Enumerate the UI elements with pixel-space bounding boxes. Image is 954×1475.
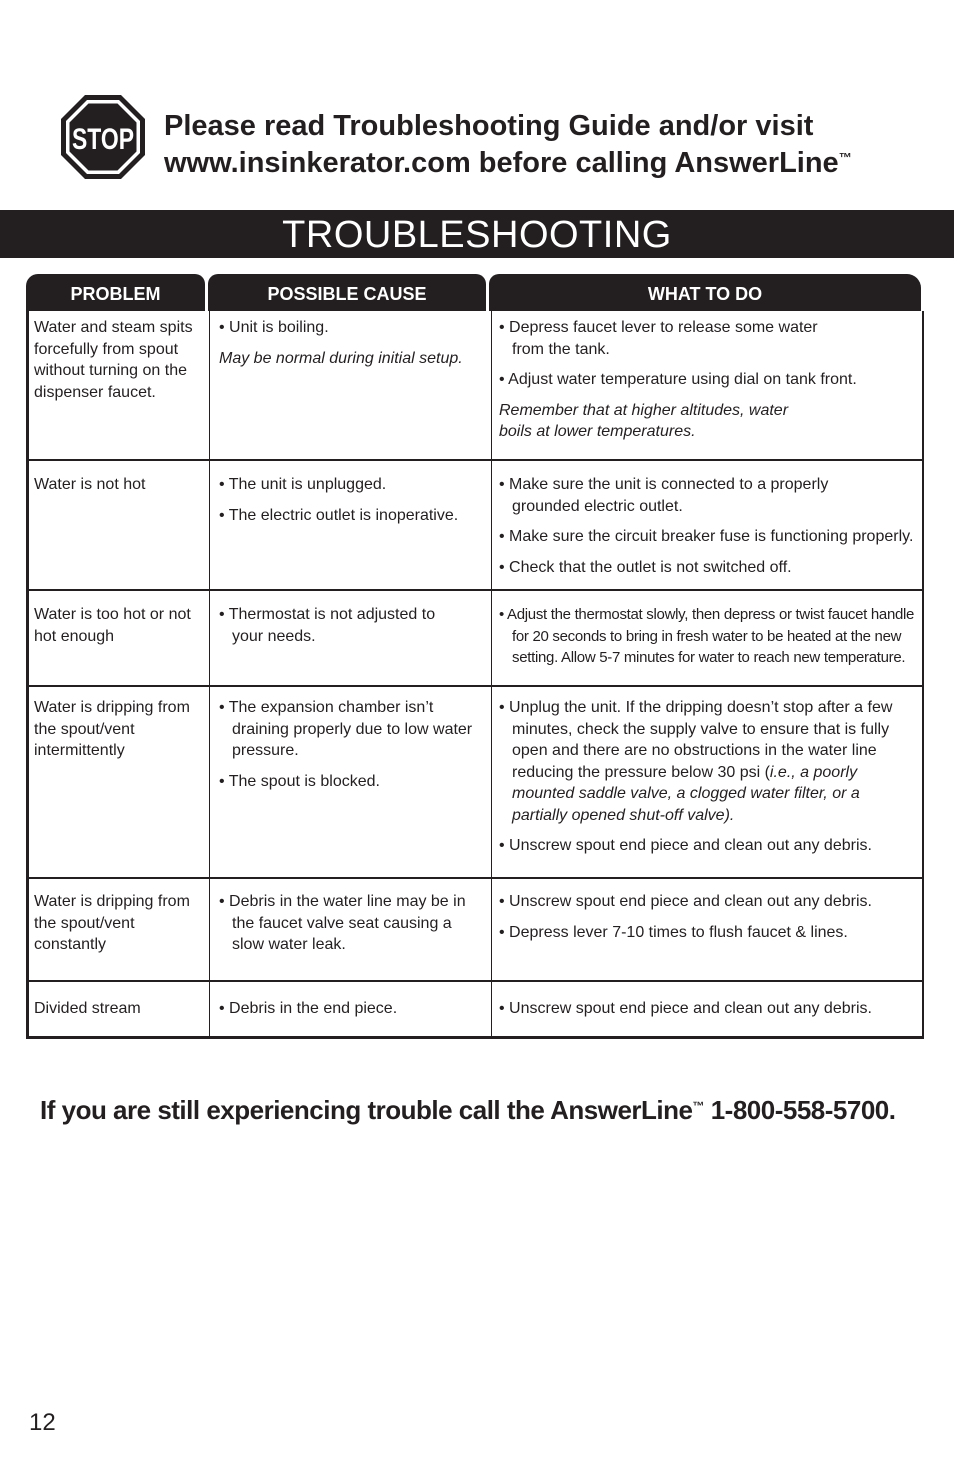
header-line-1: Please read Troubleshooting Guide and/or visit xyxy=(164,110,814,142)
todo-item: • Unscrew spout end piece and clean out any debris. xyxy=(499,893,872,910)
stop-sign-icon xyxy=(60,94,146,180)
problem-cell: Water is too hot or not hot enough xyxy=(29,591,210,685)
todo-item: • Unscrew spout end piece and clean out any debris. xyxy=(499,1000,872,1017)
cause-cell xyxy=(210,461,492,589)
table-row xyxy=(29,980,922,1036)
todo-item-italic: i.e., a poorly mounted saddle valve, a clogged water filter, or a partially opened shut-off valve). xyxy=(512,763,860,824)
cause-item: • Unit is boiling. xyxy=(219,319,329,336)
todo-cell xyxy=(492,591,922,685)
cause-cell xyxy=(210,591,492,685)
todo-item: • Make sure the unit is connected to a properly grounded electric outlet. xyxy=(499,476,829,515)
table-body xyxy=(26,311,924,1039)
page-number: 12 xyxy=(29,1409,56,1436)
todo-cell xyxy=(492,982,922,1036)
trademark-symbol: ™ xyxy=(838,150,852,165)
todo-item: • Adjust water temperature using dial on tank front. xyxy=(499,371,857,388)
page-title: TROUBLESHOOTING xyxy=(0,210,954,258)
column-header-possible-cause: POSSIBLE CAUSE xyxy=(208,274,486,311)
todo-note: Remember that at higher altitudes, water boils at lower temperatures. xyxy=(499,401,789,440)
todo-item: • Depress faucet lever to release some water from the tank. xyxy=(499,319,818,358)
todo-item: • Depress lever 7-10 times to flush faucet & lines. xyxy=(499,923,848,941)
todo-cell xyxy=(492,311,922,459)
cause-cell xyxy=(210,982,492,1036)
cause-cell xyxy=(210,687,492,877)
answerline-phone: 1-800-558-5700. xyxy=(704,1095,896,1125)
problem-cell: Divided stream xyxy=(29,982,210,1036)
cause-note: May be normal during initial setup. xyxy=(219,349,463,367)
table-header xyxy=(26,274,924,311)
cause-cell xyxy=(210,879,492,980)
todo-cell xyxy=(492,687,922,877)
table-row xyxy=(29,459,922,589)
todo-item: • Check that the outlet is not switched off. xyxy=(499,558,792,576)
todo-item: • Adjust the thermostat slowly, then depress or twist faucet handle for 20 seconds to bring in fresh water to be heated at the new setting. Allow 5-7 minutes for water to reach new temperature. xyxy=(499,606,915,666)
todo-cell xyxy=(492,461,922,589)
cause-item: • The unit is unplugged. xyxy=(219,476,387,493)
todo-cell xyxy=(492,879,922,980)
cause-item: • The electric outlet is inoperative. xyxy=(219,506,459,524)
table-row xyxy=(29,589,922,685)
cause-item: • Thermostat is not adjusted to your needs. xyxy=(219,606,436,645)
todo-item xyxy=(499,697,919,826)
stop-sign-label: STOP xyxy=(72,123,134,156)
column-header-problem: PROBLEM xyxy=(26,274,205,311)
cause-item: • Debris in the water line may be in the faucet valve seat causing a slow water leak. xyxy=(219,893,466,953)
table-row xyxy=(29,877,922,980)
column-header-what-to-do: WHAT TO DO xyxy=(489,274,921,311)
answerline-text: If you are still experiencing trouble call the AnswerLine xyxy=(40,1095,693,1125)
table-row xyxy=(29,685,922,877)
problem-cell: Water is not hot xyxy=(29,461,210,589)
cause-item: • The expansion chamber isn’t draining properly due to low water pressure. xyxy=(219,699,473,759)
troubleshooting-table xyxy=(26,274,924,1039)
todo-item: • Make sure the circuit breaker fuse is functioning properly. xyxy=(499,528,914,545)
cause-item: • Debris in the end piece. xyxy=(219,1000,398,1017)
todo-item-text: • Unplug the unit. If the dripping doesn’t stop after a few minutes, check the supply valve to ensure that is fully open and there are no obstructions in the water line reducing the pressure below 30 psi ( xyxy=(499,699,893,781)
header-notice xyxy=(164,108,944,182)
trademark-symbol: ™ xyxy=(692,1099,704,1113)
cause-cell xyxy=(210,311,492,459)
problem-cell: Water and steam spits forcefully from spout without turning on the dispenser faucet. xyxy=(29,311,210,459)
header-line-2 xyxy=(164,145,944,182)
cause-item: • The spout is blocked. xyxy=(219,772,380,790)
problem-cell: Water is dripping from the spout/vent intermittently xyxy=(29,687,210,877)
answerline-notice xyxy=(40,1092,940,1128)
header-line-2-text: www.insinkerator.com before calling AnswerLine xyxy=(164,147,839,179)
todo-item: • Unscrew spout end piece and clean out any debris. xyxy=(499,837,872,854)
problem-cell: Water is dripping from the spout/vent constantly xyxy=(29,879,210,980)
table-row xyxy=(29,311,922,459)
